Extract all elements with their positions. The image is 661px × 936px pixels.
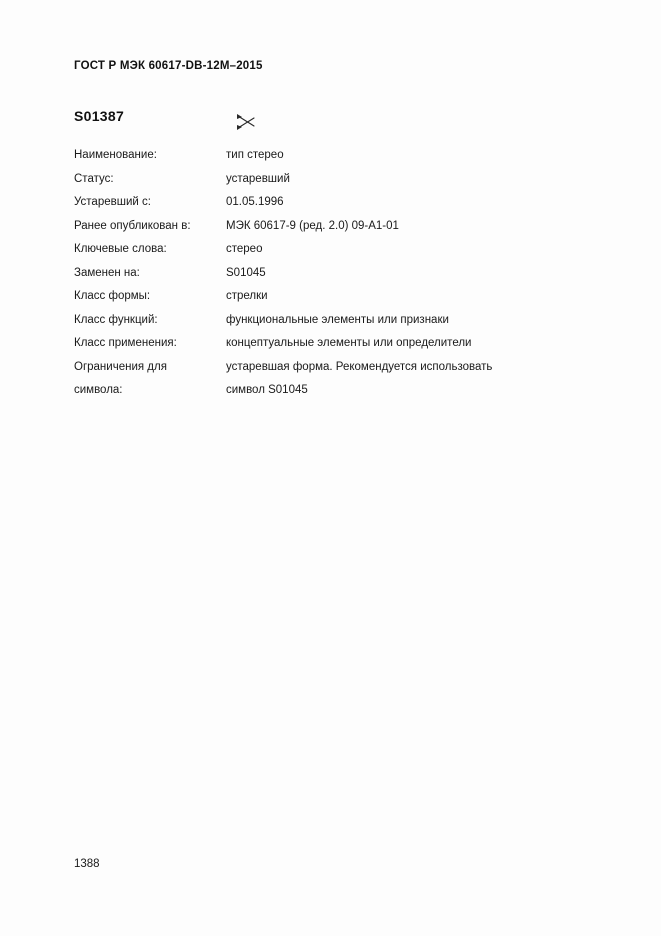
- field-label: Класс функций:: [74, 313, 158, 326]
- field-row: [74, 219, 594, 233]
- field-label: Класс применения:: [74, 337, 177, 349]
- symbol-code-title: S01387: [74, 108, 125, 124]
- field-value: 01.05.1996: [226, 196, 284, 208]
- symbol-attribute-list: [74, 148, 594, 407]
- field-label: Статус:: [74, 172, 114, 185]
- field-row: [74, 172, 594, 186]
- field-value: стрелки: [226, 290, 268, 302]
- field-row: [74, 242, 594, 256]
- field-label: Заменен на:: [74, 266, 140, 279]
- field-value: концептуальные элементы или определители: [226, 337, 472, 349]
- field-value: символ S01045: [226, 384, 308, 396]
- field-label: Устаревший с:: [74, 196, 151, 208]
- field-value: функциональные элементы или признаки: [226, 313, 449, 326]
- field-row: [74, 336, 594, 350]
- stereo-type-arrow-symbol: [228, 104, 288, 144]
- field-label: символа:: [74, 384, 123, 396]
- field-value: устаревший: [226, 172, 290, 185]
- field-row: [74, 195, 594, 209]
- page-number: 1388: [74, 858, 100, 870]
- field-value: МЭК 60617-9 (ред. 2.0) 09-A1-01: [226, 219, 399, 232]
- field-label: Класс формы:: [74, 290, 151, 302]
- field-row: [74, 266, 594, 280]
- field-value: S01045: [226, 266, 266, 279]
- field-row: [74, 360, 594, 374]
- page-header-standard-title: ГОСТ Р МЭК 60617-DB-12M–2015: [74, 60, 263, 72]
- field-row: [74, 289, 594, 303]
- field-value: устаревшая форма. Рекомендуется использовать: [226, 360, 493, 373]
- field-label: Ранее опубликован в:: [74, 219, 191, 232]
- field-row: [74, 313, 594, 327]
- field-value: стерео: [226, 243, 263, 255]
- field-value: тип стерео: [226, 149, 284, 161]
- field-label: Ограничения для: [74, 360, 167, 373]
- field-row: [74, 383, 594, 397]
- field-label: Наименование:: [74, 149, 157, 161]
- field-row: [74, 148, 594, 162]
- field-label: Ключевые слова:: [74, 243, 167, 255]
